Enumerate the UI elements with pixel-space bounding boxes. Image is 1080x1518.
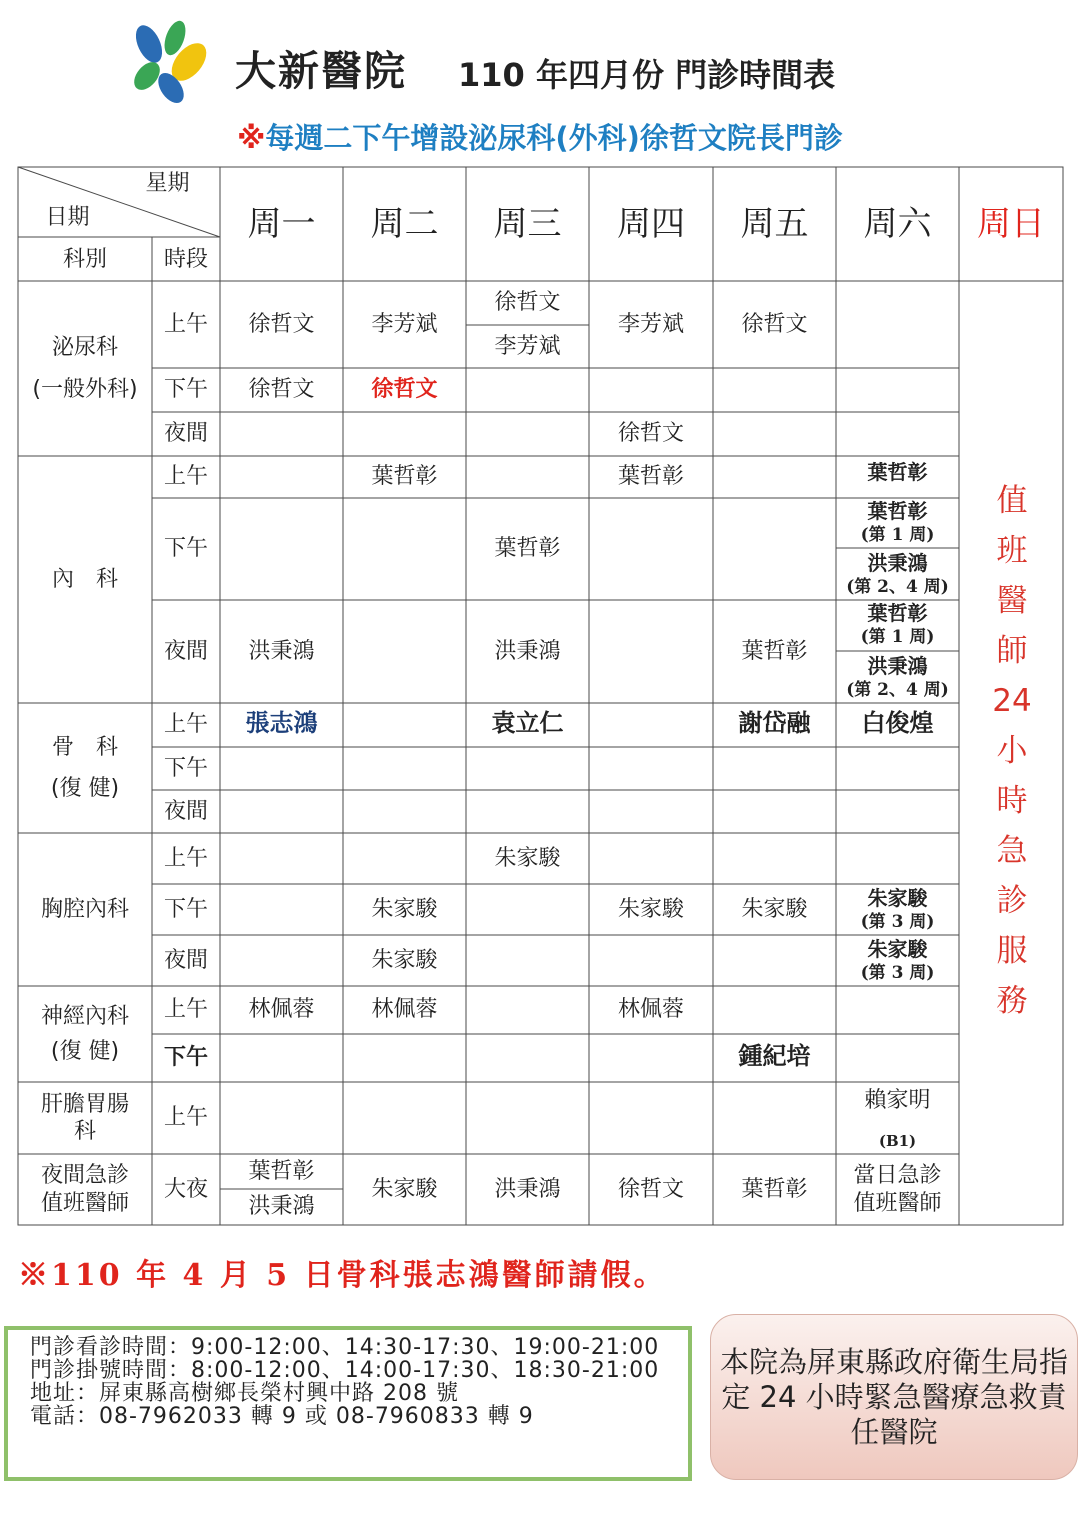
int-pm-sat-2 [836, 548, 959, 600]
gastro-am-sat-note: (B1) [878, 1131, 917, 1150]
dept-urology-name: 泌尿科 [51, 335, 118, 360]
period-neuro-pm: 下午 [163, 1045, 208, 1071]
period-int-pm: 下午 [163, 536, 208, 562]
gastro-am-sat-name: 賴家明 [864, 1088, 931, 1114]
period-ortho-pm: 下午 [163, 755, 208, 781]
day-wed: 周三 [493, 203, 562, 244]
sunday-char: 值 [996, 483, 1028, 519]
phone: 電話：08-7962033 轉 9 或 08-7960833 轉 9 [30, 1404, 534, 1429]
uro-am-wed-2: 李芳斌 [494, 333, 561, 359]
er-sat-2: 值班醫師 [853, 1190, 942, 1216]
period-label: 時段 [163, 247, 208, 273]
int-night-mon: 洪秉鴻 [248, 638, 315, 664]
int-am-sat: 葉哲彰 [867, 459, 928, 484]
date-label: 日期 [45, 205, 90, 231]
period-int-am: 上午 [163, 464, 208, 490]
neuro-am-tue: 林佩蓉 [371, 997, 438, 1023]
uro-pm-tue: 徐哲文 [371, 377, 438, 403]
dept-chest: 胸腔內科 [40, 896, 129, 922]
int-night-fri: 葉哲彰 [741, 638, 808, 664]
dept-neuro [18, 986, 152, 1082]
int-night-wed: 洪秉鴻 [494, 638, 561, 664]
int-pm-wed: 葉哲彰 [494, 536, 561, 562]
int-am-thu: 葉哲彰 [617, 464, 684, 490]
chest-night-tue: 朱家駿 [371, 947, 438, 973]
period-chest-pm: 下午 [163, 896, 208, 922]
er-thu: 徐哲文 [617, 1176, 684, 1202]
period-chest-night: 夜間 [163, 947, 208, 973]
int-night-sat-1 [836, 598, 959, 651]
ortho-am-mon: 張志鴻 [245, 709, 318, 737]
day-mon: 周一 [247, 203, 316, 244]
dept-neuro-sub: (復 健) [50, 1039, 120, 1064]
uro-am-mon: 徐哲文 [248, 311, 315, 337]
int-am-tue: 葉哲彰 [371, 464, 438, 490]
uro-pm-mon: 徐哲文 [248, 377, 315, 403]
emergency-designation-box: 本院為屏東縣政府衛生局指定 24 小時緊急醫療急救責任醫院 [710, 1314, 1078, 1480]
day-tue: 周二 [370, 203, 439, 244]
chest-am-wed: 朱家駿 [494, 845, 561, 871]
day-sat: 周六 [863, 203, 932, 244]
int-night-sat-1-note: (第 1 周) [860, 627, 935, 648]
uro-am-thu: 李芳斌 [617, 311, 684, 337]
registration-hours: 門診掛號時間：8:00-12:00、14:00-17:30、18:30-21:00 [30, 1358, 660, 1383]
hospital-name: 大新醫院 [235, 47, 407, 95]
chest-pm-tue: 朱家駿 [371, 896, 438, 922]
chest-pm-sat-note: (第 3 周) [860, 912, 935, 933]
int-night-sat-1-name: 葉哲彰 [867, 601, 928, 626]
uro-am-fri: 徐哲文 [741, 311, 808, 337]
int-night-sat-2 [836, 651, 959, 703]
er-mon-1: 葉哲彰 [248, 1158, 315, 1184]
er-sat [836, 1154, 959, 1225]
day-sun: 周日 [977, 203, 1045, 244]
period-chest-am: 上午 [163, 845, 208, 871]
chest-pm-sat [836, 884, 959, 935]
sunday-char: 24 [992, 683, 1032, 719]
dept-label: 科別 [62, 247, 107, 273]
dept-gastro-sub: 科 [73, 1119, 96, 1144]
sunday-char: 醫 [996, 583, 1028, 619]
period-ortho-night: 夜間 [163, 798, 208, 824]
er-tue: 朱家駿 [371, 1176, 438, 1202]
sunday-char: 診 [996, 883, 1028, 919]
period-ortho-am: 上午 [163, 712, 208, 738]
period-er-late: 大夜 [163, 1176, 208, 1202]
dept-ortho [18, 703, 152, 833]
dept-gastro [18, 1082, 152, 1154]
er-sat-1: 當日急診 [853, 1163, 942, 1188]
er-fri: 葉哲彰 [741, 1176, 808, 1202]
sunday-24h-service [960, 476, 1064, 1026]
uro-night-thu: 徐哲文 [617, 421, 684, 447]
leave-notice: ※110 年 4 月 5 日骨科張志鴻醫師請假。 [18, 1258, 667, 1293]
clinic-hours: 門診看診時間：9:00-12:00、14:30-17:30、19:00-21:00 [30, 1335, 660, 1360]
dept-urology [18, 281, 152, 456]
int-night-sat-2-name: 洪秉鴻 [867, 653, 928, 678]
chest-night-sat-name: 朱家駿 [867, 937, 928, 962]
sunday-char: 班 [996, 533, 1028, 569]
address: 地址：屏東縣高樹鄉長榮村興中路 208 號 [30, 1381, 459, 1406]
int-pm-sat-1 [836, 496, 959, 548]
dept-night-er [18, 1154, 152, 1225]
dept-gastro-name: 肝膽胃腸 [40, 1091, 129, 1117]
sunday-char: 務 [996, 983, 1028, 1019]
notice-text: 每週二下午增設泌尿科(外科)徐哲文院長門診 [265, 121, 843, 155]
ortho-am-fri: 謝岱融 [738, 709, 811, 737]
ortho-am-sat: 白俊煌 [861, 709, 934, 737]
dept-night-er-sub: 值班醫師 [40, 1190, 129, 1216]
int-pm-sat-1-name: 葉哲彰 [867, 498, 928, 523]
neuro-am-mon: 林佩蓉 [248, 997, 315, 1023]
chest-pm-sat-name: 朱家駿 [867, 886, 928, 911]
int-pm-sat-2-note: (第 2、4 周) [846, 576, 949, 597]
notice-mark: ※ [237, 121, 266, 155]
int-night-sat-2-note: (第 2、4 周) [846, 679, 949, 700]
schedule-title: 110 年四月份 門診時間表 [458, 56, 836, 94]
int-pm-sat-2-name: 洪秉鴻 [867, 550, 928, 575]
ortho-am-wed: 袁立仁 [491, 709, 564, 737]
period-uro-pm: 下午 [163, 377, 208, 403]
sunday-char: 師 [996, 633, 1028, 669]
neuro-am-thu: 林佩蓉 [617, 997, 684, 1023]
dept-urology-sub: (一般外科) [32, 376, 138, 402]
sunday-char: 小 [996, 733, 1028, 769]
sunday-char: 急 [996, 833, 1028, 869]
dept-ortho-name: 骨 科 [51, 734, 118, 760]
day-thu: 周四 [617, 203, 685, 244]
dept-neuro-name: 神經內科 [40, 1003, 129, 1029]
uro-am-tue: 李芳斌 [371, 311, 438, 337]
period-int-night: 夜間 [163, 638, 208, 664]
chest-night-sat-note: (第 3 周) [860, 963, 935, 984]
week-label: 星期 [145, 171, 190, 197]
chest-pm-fri: 朱家駿 [741, 896, 808, 922]
clinic-info-box [4, 1326, 692, 1481]
int-pm-sat-1-note: (第 1 周) [860, 524, 935, 545]
er-mon-2: 洪秉鴻 [248, 1194, 315, 1220]
er-wed: 洪秉鴻 [494, 1176, 561, 1202]
period-gastro-am: 上午 [163, 1105, 208, 1131]
chest-night-sat [836, 935, 959, 986]
neuro-pm-fri: 鍾紀培 [738, 1042, 811, 1070]
sunday-char: 時 [996, 783, 1028, 819]
sunday-char: 服 [996, 933, 1028, 969]
period-uro-am: 上午 [163, 311, 208, 337]
day-fri: 周五 [740, 203, 809, 244]
period-neuro-am: 上午 [163, 997, 208, 1023]
dept-night-er-name: 夜間急診 [40, 1163, 129, 1188]
dept-ortho-sub: (復 健) [50, 776, 120, 801]
period-uro-night: 夜間 [163, 421, 208, 447]
dept-internal: 內 科 [51, 566, 118, 592]
chest-pm-thu: 朱家駿 [617, 896, 684, 922]
uro-am-wed-1: 徐哲文 [494, 290, 561, 316]
